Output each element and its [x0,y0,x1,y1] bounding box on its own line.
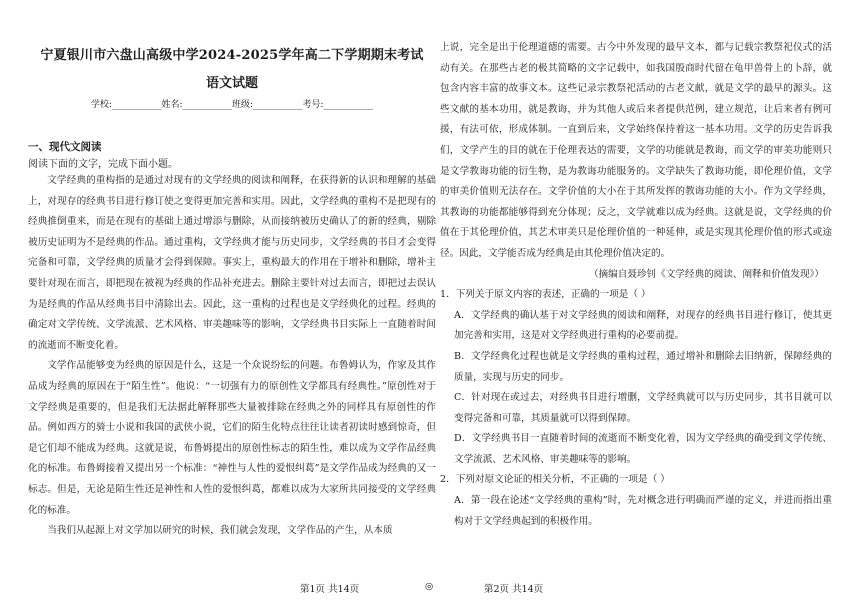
exam-title: 宁夏银川市六盘山高级中学2024-2025学年高二下学期期末考试 [40,48,424,63]
right-page [440,0,848,607]
passage-paragraph-continued: 上说，完全是出于伦理道德的需要。古今中外发现的最早文本，都与记载宗教祭祀仪式的活动有关。在那些古老的极其简略的文字记载中，如我国殷商时代留在龟甲兽骨上的卜辞，就包含内容丰富的故事文本。这些记录宗教祭祀活动的古老文献，就是文学的最早的源头。这些文献的基本功用，就是教诲，并为其他人或后来者提供范例，建立规范，让后来者有例可援，有法可依，形成体制。一直到后来，文学始终保持着这一基本功用。文学的历史告诉我们，文学产生的目的就在于伦理表达的需要，文学的功能就是教诲，而文学的审美功能则只是文学教诲功能的衍生物，是为教诲功能服务的。文学缺失了教诲功能，即伦理价值，文学的审美价值则无法存在。文学价值的大小在于其所发挥的教诲功能的大小。作为文学经典，其教诲的功能都能够得到充分体现；反之，文学就难以成为经典。这就是说，文学经典的价值在于其伦理价值，其艺术审美只是伦理价值的一种延伸，或是实现其伦理价值的形式或途径。因此，文学能否成为经典是由其伦理价值决定的。 [440,42,832,259]
reading-instruction: 阅读下面的文字，完成下面小题。 [28,159,178,170]
page-number-right: 第2页 共14页 [484,584,544,595]
passage-paragraph-1: 文学经典的重构指的是通过对现有的文学经典的阅读和阐释，在获得新的认识和理解的基础上，对现存的经典书目进行修订使之变得更加完善和实用。因此，文学经典的重构不是把现有的经典推倒重来，而是在现有的基础上通过增添与删除，从而接纳被历史确认了的新的经典，剔除被历史证明为不是经典的作品。通过重构，文学经典才能与历史同步，文学经典的书目才会变得完备和可靠，文学经典的质量才会得到保障。事实上，重构最大的作用在于增补和删除，增补主要针对现在而言，即把现在被视为经典的作品补充进去。删除主要针对过去而言，即把过去误认为是经典的作品从经典书目中清除出去。因此，这一重构的过程也是文学经典化的过程。经典的确定对文学传统、文学流派、艺术风格、审美趣味等的影响，文学经典书目实际上一直随着时间的流逝而不断变化着。 [28,175,436,351]
question-1-stem: 1．下列关于原文内容的表述，正确的一项是（ ） [440,289,651,301]
question-2-stem: 2．下列对原文论证的相关分析，不正确的一项是（ ） [440,474,670,486]
question-1-option-c: C．针对现在或过去，对经典书目进行增删，文学经典就可以与历史同步，其书目就可以变得完备和可靠，其质量就可以得到保障。 [454,392,832,424]
question-1-option-a: A．文学经典的确认基于对文学经典的阅读和阐释，对现存的经典书目进行修订，使其更加完善和实用，这是对文学经典进行重构的必要前提。 [454,309,832,342]
exam-subtitle: 语文试题 [205,76,258,91]
left-page [28,0,436,607]
page-number-left: 第1页 共14页 [300,584,360,595]
question-1-option-b: B．文学经典化过程也就是文学经典的重构过程，通过增补和删除去旧纳新，保障经典的质量，实现与历史的同步。 [454,350,832,383]
passage-source: （摘编自聂珍钊《文学经典的阅读、阐释和价值发现》） [588,268,824,280]
left-body [28,171,436,542]
question-2-option-a: A．第一段在论述“文学经典的重构”时，先对概念进行明确而严谨的定义，并进而指出重构对于文学经典起到的积极作用。 [454,495,832,527]
student-info-line: 学校:___________姓名:___________班级:___________考号:___________ [90,100,374,110]
passage-paragraph-3: 当我们从起源上对文学加以研究的时候，我们就会发现，文学作品的产生，从本质 [47,525,393,537]
center-mark: ◎ [425,581,434,592]
right-body [440,38,832,532]
question-1-option-d: D．文学经典书目一直随着时间的流逝而不断变化着，因为文学经典的确受到文学传统、文学流派、艺术风格、审美趣味等的影响。 [454,433,832,465]
passage-paragraph-2: 文学作品能够变为经典的原因是什么，这是一个众说纷纭的问题。布鲁姆认为，作家及其作品成为经典的原因在于“陌生性”。他说：“一切强有力的原创性文学都具有经典性。”原创性对于文学经典是重要的，但是我们无法据此解释那些大量被排除在经典之外的同样具有原创性的作品。例如西方的骑士小说和我国的武侠小说，它们的陌生化特点往往让读者初读时感到惊奇，但是它们却不能成为经典。这就是说，布鲁姆提出的原创性标志的陌生性，难以成为文学作品经典化的标准。布鲁姆接着又提出另一个标准：“神性与人性的爱恨纠葛”是文学作品成为经典的又一标志。但是，无论是陌生性还是神性和人性的爱恨纠葛，都难以成为大家所共同接受的文学经典化的标准。 [28,360,436,516]
section-heading: 一、现代文阅读 [28,141,102,153]
